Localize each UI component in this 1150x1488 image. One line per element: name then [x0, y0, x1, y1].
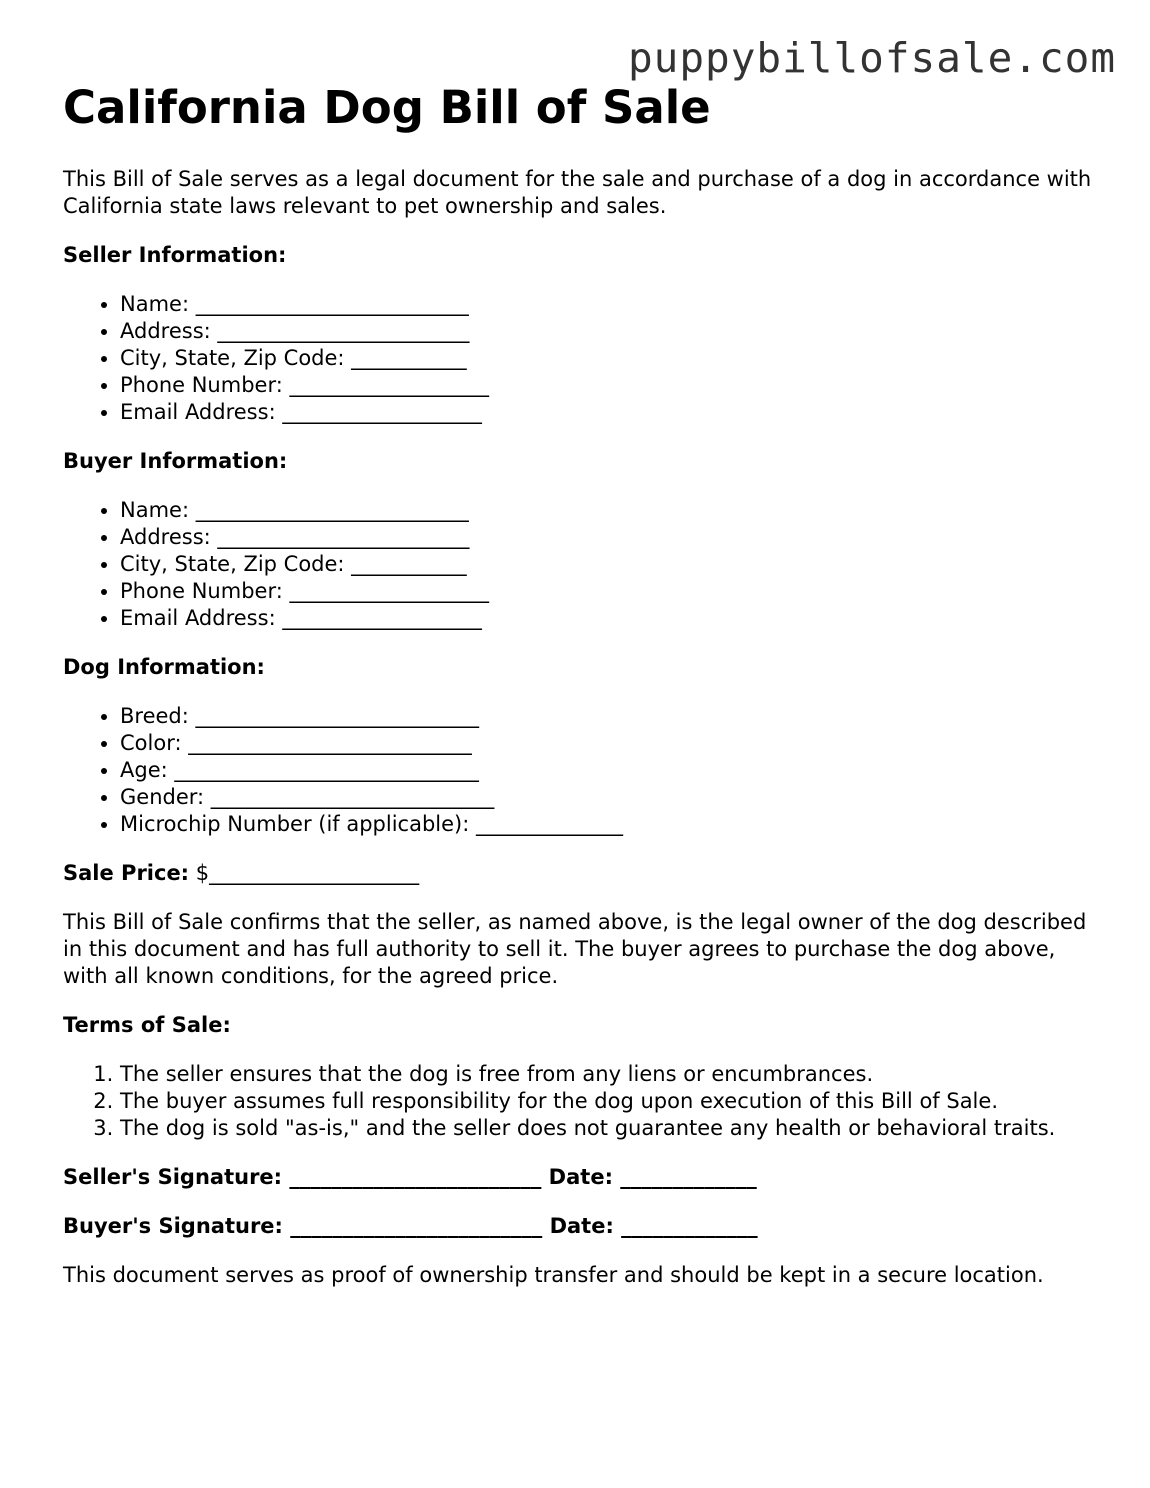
- buyer-city-state-zip-field[interactable]: • City, State, Zip Code: ___________: [120, 551, 1093, 578]
- buyer-signature-line[interactable]: Buyer's Signature: ________________________ Date: _____________: [63, 1214, 758, 1238]
- sale-price-label: Sale Price:: [63, 861, 190, 885]
- buyer-phone-field[interactable]: • Phone Number: ___________________: [120, 578, 1093, 605]
- confirmation-paragraph: This Bill of Sale confirms that the seller, as named above, is the legal owner of the dog described in this document and has full authority to sell it. The buyer agrees to purchase the dog above, with all known conditions, for the agreed price.: [63, 910, 1087, 988]
- dog-microchip-field[interactable]: • Microchip Number (if applicable): ______________: [120, 811, 1093, 838]
- seller-name-field[interactable]: • Name: __________________________: [120, 291, 1093, 318]
- buyer-email-field[interactable]: • Email Address: ___________________: [120, 605, 1093, 632]
- seller-email-field[interactable]: • Email Address: ___________________: [120, 399, 1093, 426]
- buyer-fields-list: [63, 497, 1093, 632]
- buyer-heading: Buyer Information:: [63, 449, 288, 473]
- terms-heading: Terms of Sale:: [63, 1013, 231, 1037]
- terms-item: 3. The dog is sold "as-is," and the seller does not guarantee any health or behavioral traits.: [120, 1115, 1093, 1142]
- buyer-name-field[interactable]: • Name: __________________________: [120, 497, 1093, 524]
- seller-phone-field[interactable]: • Phone Number: ___________________: [120, 372, 1093, 399]
- dog-breed-field[interactable]: • Breed: ___________________________: [120, 703, 1093, 730]
- sale-price-line: [63, 860, 1093, 887]
- seller-city-state-zip-field[interactable]: • City, State, Zip Code: ___________: [120, 345, 1093, 372]
- seller-fields-list: [63, 291, 1093, 426]
- page-title: California Dog Bill of Sale: [63, 81, 711, 134]
- document-body: [63, 80, 1093, 1289]
- closing-paragraph: This document serves as proof of ownership transfer and should be kept in a secure location.: [63, 1263, 1044, 1287]
- seller-address-field[interactable]: • Address: ________________________: [120, 318, 1093, 345]
- terms-list: [63, 1061, 1093, 1142]
- buyer-address-field[interactable]: • Address: ________________________: [120, 524, 1093, 551]
- dog-heading: Dog Information:: [63, 655, 265, 679]
- seller-heading: Seller Information:: [63, 243, 287, 267]
- dog-age-field[interactable]: • Age: _____________________________: [120, 757, 1093, 784]
- intro-paragraph: This Bill of Sale serves as a legal document for the sale and purchase of a dog in accordance with California state laws relevant to pet ownership and sales.: [63, 167, 1092, 218]
- seller-signature-line[interactable]: Seller's Signature: ________________________ Date: _____________: [63, 1165, 757, 1189]
- dog-gender-field[interactable]: • Gender: ___________________________: [120, 784, 1093, 811]
- dog-color-field[interactable]: • Color: ___________________________: [120, 730, 1093, 757]
- sale-price-field[interactable]: $____________________: [195, 861, 420, 885]
- terms-item: 1. The seller ensures that the dog is free from any liens or encumbrances.: [120, 1061, 1093, 1088]
- dog-fields-list: [63, 703, 1093, 838]
- site-watermark: puppybillofsale.com: [628, 34, 1116, 82]
- terms-item: 2. The buyer assumes full responsibility for the dog upon execution of this Bill of Sale.: [120, 1088, 1093, 1115]
